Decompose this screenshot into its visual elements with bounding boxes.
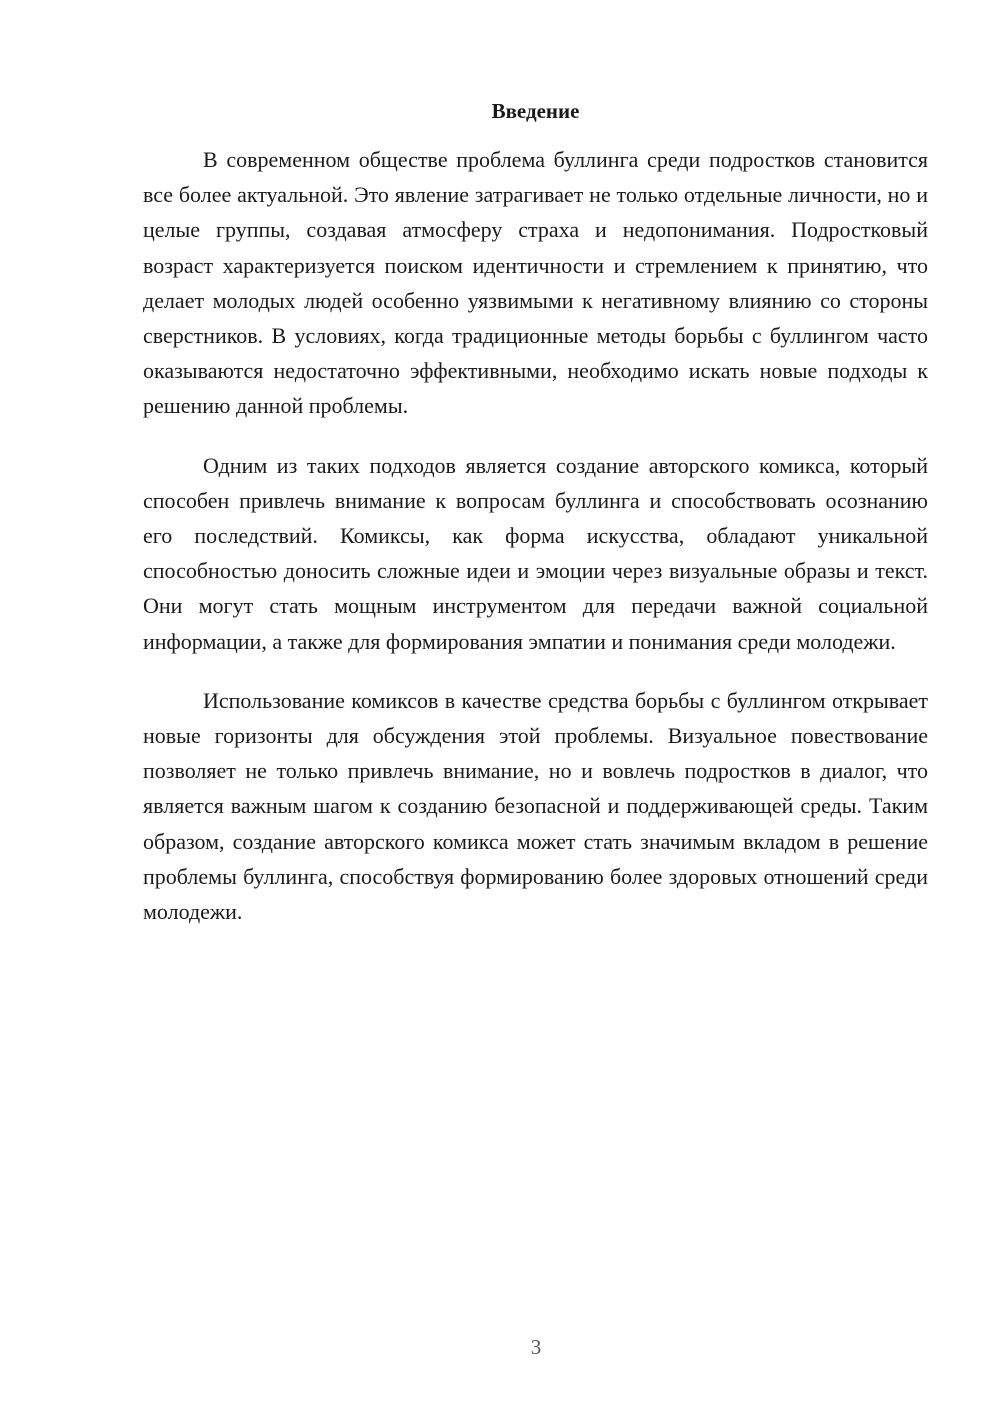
page-number: 3 (530, 1335, 542, 1359)
paragraph-1: В современном обществе проблема буллинга среди подростков становится все более актуальной. Это явление затрагивает не только отдельные личности, но и целые группы, создавая атмосферу страха и недопонимания. Подростковый возраст характеризуется поиском идентичности и стремлением к принятию, что делает молодых людей особенно уязвимыми к негативному влиянию со стороны сверстников. В условиях, когда традиционные методы борьбы с буллингом часто оказываются недостаточно эффективными, необходимо искать новые подходы к решению данной проблемы. (143, 147, 928, 419)
paragraph-3: Использование комиксов в качестве средства борьбы с буллингом открывает новые горизонты для обсуждения этой проблемы. Визуальное повествование позволяет не только привлечь внимание, но и вовлечь подростков в диалог, что является важным шагом к созданию безопасной и поддерживающей среды. Таким образом, создание авторского комикса может стать значимым вкладом в решение проблемы буллинга, способствуя формированию более здоровых отношений среди молодежи. (143, 687, 928, 925)
paragraph-2: Одним из таких подходов является создание авторского комикса, который способен привлечь внимание к вопросам буллинга и способствовать осознанию его последствий. Комиксы, как форма искусства, обладают уникальной способностью доносить сложные идеи и эмоции через визуальные образы и текст. Они могут стать мощным инструментом для передачи важной социальной информации, а также для формирования эмпатии и понимания среди молодежи. (143, 452, 928, 654)
section-title: Введение (491, 99, 580, 123)
body-text (143, 142, 928, 953)
